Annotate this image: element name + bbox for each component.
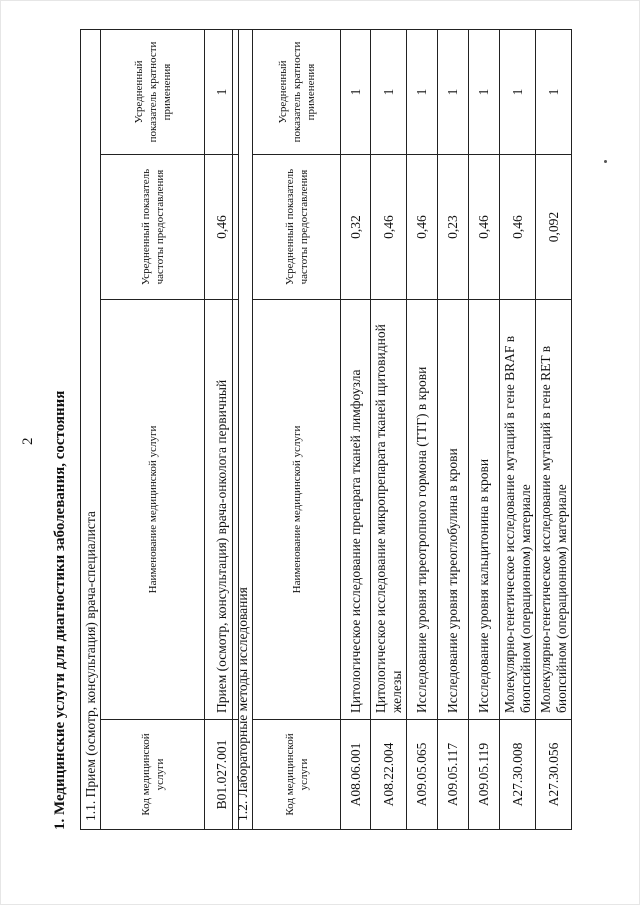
cell-multiplicity: 1 [407, 29, 438, 154]
cell-code: A09.05.117 [438, 720, 469, 830]
table-laboratory [232, 29, 572, 830]
table1-subtitle: 1.1. Прием (осмотр, консультация) врача-специалиста [81, 30, 101, 830]
cell-frequency: 0,46 [469, 155, 500, 300]
table2-subtitle: 1.2. Лабораторные методы исследования [233, 29, 253, 829]
cell-code: A08.22.004 [371, 720, 407, 830]
header-frequency: Усредненный показатель частоты предоставления [253, 155, 341, 300]
table-row [469, 29, 500, 829]
table-consultation [80, 29, 239, 830]
table-row [371, 29, 407, 829]
section-heading: 1. Медицинские услуги для диагностики заболевания, состояния [52, 390, 68, 830]
cell-multiplicity: 1 [500, 29, 536, 154]
cell-name: Прием (осмотр, консультация) врача-онколога первичный [205, 300, 239, 720]
cell-frequency: 0,46 [500, 155, 536, 300]
cell-code: B01.027.001 [205, 720, 239, 830]
cell-frequency: 0,092 [536, 155, 572, 300]
header-frequency: Усредненный показатель частоты предоставления [101, 155, 205, 300]
cell-name: Цитологическое исследование препарата тканей лимфоузла [341, 300, 371, 720]
table-row [500, 29, 536, 829]
cell-name: Молекулярно-генетическое исследование мутаций в гене RET в биопсийном (операционном) материале [536, 300, 572, 720]
header-name: Наименование медицинской услуги [253, 300, 341, 720]
table-row [407, 29, 438, 829]
cell-name: Исследование уровня кальцитонина в крови [469, 300, 500, 720]
table-row [438, 29, 469, 829]
cell-code: A09.05.065 [407, 720, 438, 830]
cell-code: A09.05.119 [469, 720, 500, 830]
cell-name: Молекулярно-генетическое исследование мутаций в гене BRAF в биопсийном (операционном) материале [500, 300, 536, 720]
cell-multiplicity: 1 [371, 29, 407, 154]
cell-multiplicity: 1 [205, 30, 239, 155]
table-row [536, 29, 572, 829]
cell-frequency: 0,46 [371, 155, 407, 300]
cell-name: Исследование уровня тиреотропного гормона (ТТГ) в крови [407, 300, 438, 720]
cell-code: A08.06.001 [341, 720, 371, 830]
scan-speck [604, 160, 607, 163]
page-number: 2 [20, 437, 36, 445]
cell-multiplicity: 1 [341, 29, 371, 154]
cell-multiplicity: 1 [469, 29, 500, 154]
cell-frequency: 0,46 [205, 155, 239, 300]
header-name: Наименование медицинской услуги [101, 300, 205, 720]
cell-multiplicity: 1 [536, 29, 572, 154]
cell-code: A27.30.008 [500, 720, 536, 830]
cell-frequency: 0,32 [341, 155, 371, 300]
cell-code: A27.30.056 [536, 720, 572, 830]
cell-frequency: 0,46 [407, 155, 438, 300]
cell-multiplicity: 1 [438, 29, 469, 154]
header-code: Код медицинской услуги [253, 720, 341, 830]
header-multiplicity: Усредненный показатель кратности применения [101, 30, 205, 155]
cell-frequency: 0,23 [438, 155, 469, 300]
cell-name: Исследование уровня тиреоглобулина в крови [438, 300, 469, 720]
cell-name: Цитологическое исследование микропрепарата тканей щитовидной железы [371, 300, 407, 720]
header-code: Код медицинской услуги [101, 720, 205, 830]
header-multiplicity: Усредненный показатель кратности применения [253, 29, 341, 154]
table-row [341, 29, 371, 829]
